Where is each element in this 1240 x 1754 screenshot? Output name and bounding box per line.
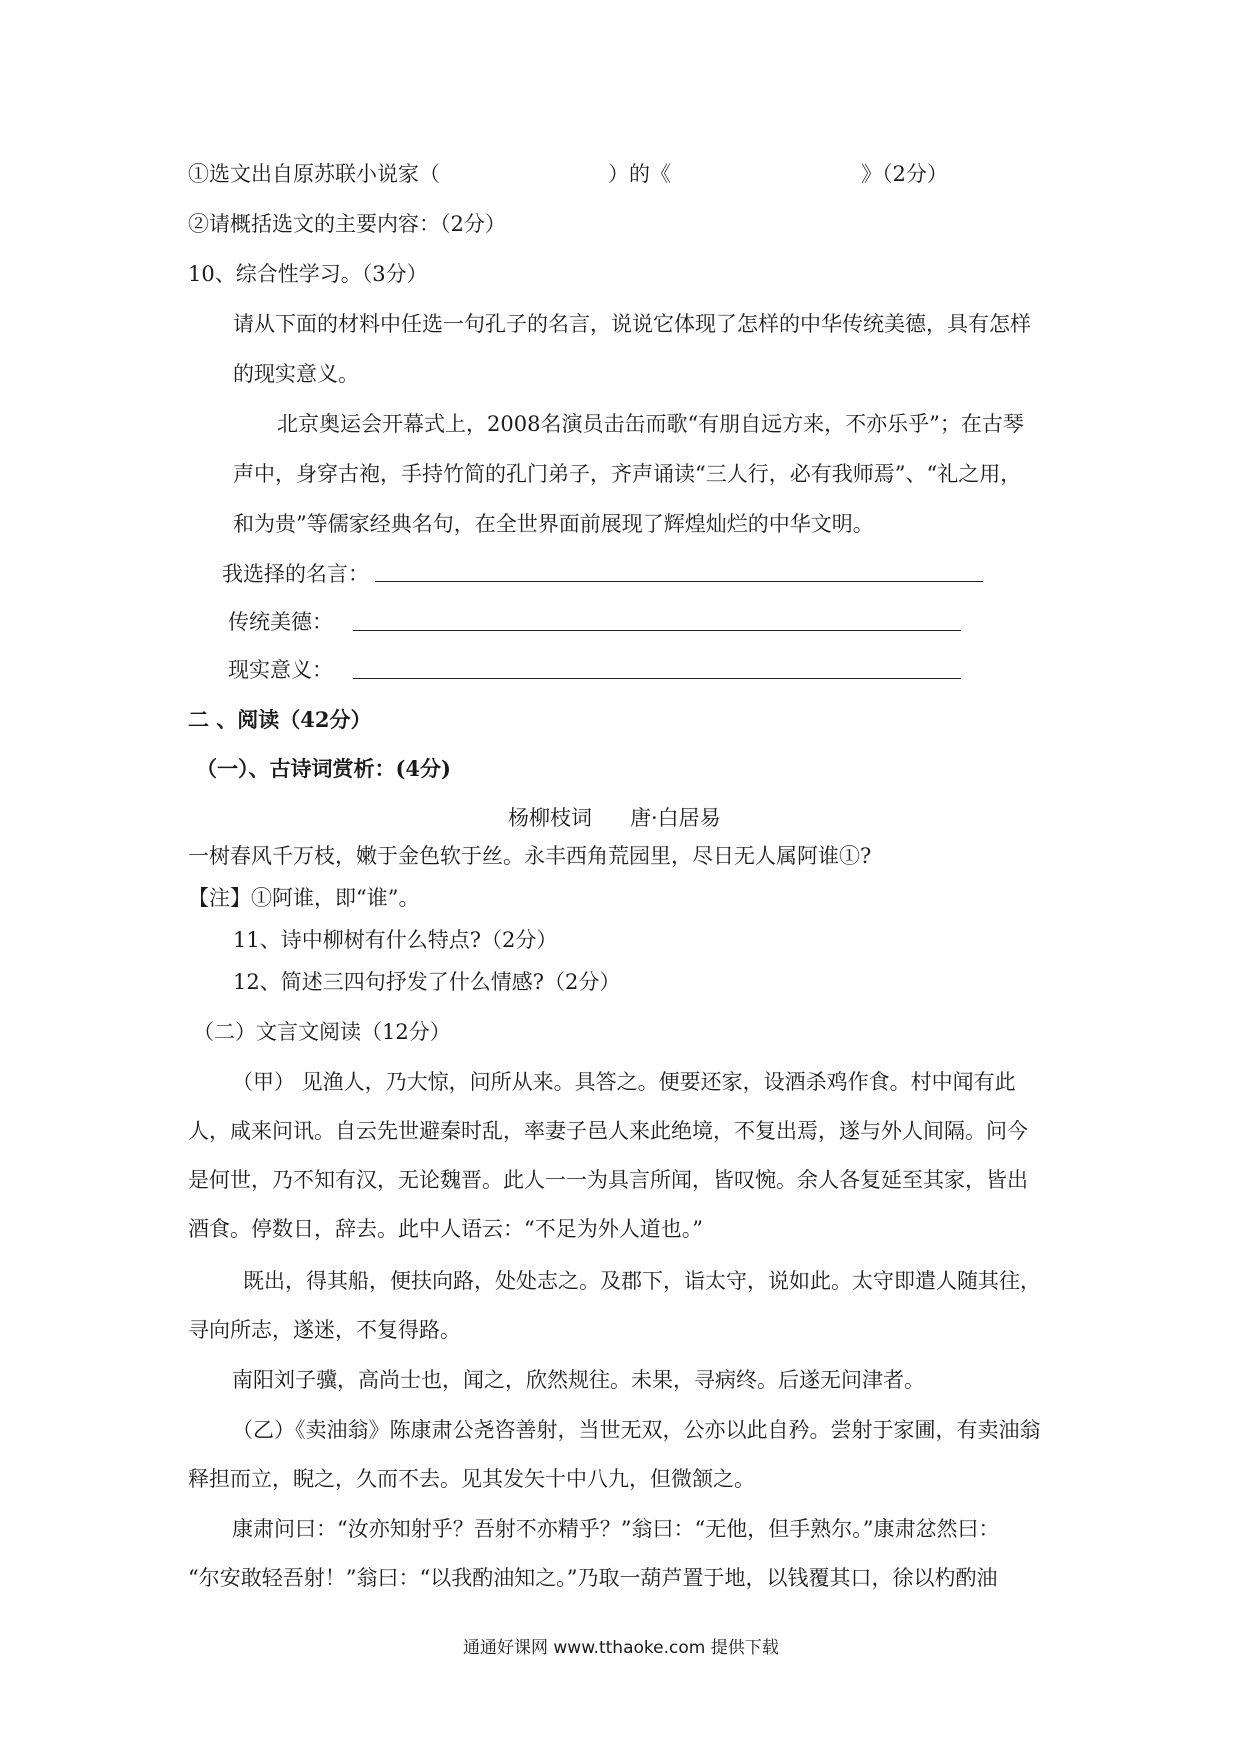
classical-p1-line-4: 酒食。停数日，辞去。此中人语云：“不足为外人道也。” [188, 1217, 703, 1241]
q9-part1-c: 》（2分） [861, 162, 948, 186]
poem-author: 唐·白居易 [630, 806, 721, 830]
question-12: 12、简述三四句抒发了什么情感?（2分） [233, 970, 621, 994]
classical-p4-line-2: 释担而立，睨之，久而不去。见其发矢十中八九，但微颔之。 [188, 1467, 755, 1491]
classical-p5-line-2: “尔安敢轻吾射！”翁曰：“以我酌油知之。”乃取一葫芦置于地，以钱覆其口，徐以杓酌油 [188, 1566, 998, 1590]
classical-p2-line-2: 寻向所志，遂迷，不复得路。 [188, 1318, 461, 1342]
poetry-section-title: （一）、古诗词赏析：(4分) [196, 756, 451, 781]
q10-field-meaning-line[interactable] [353, 678, 961, 679]
poem-title: 杨柳枝词 [508, 806, 592, 830]
q10-field-virtue-label: 传统美德： [228, 610, 333, 634]
footer-credit: 通通好课网 www.tthaoke.com 提供下载 [463, 1638, 779, 1658]
q9-part1-b: ）的《 [608, 162, 671, 186]
q10-prompt-line-1: 请从下面的材料中任选一句孔子的名言，说说它体现了怎样的中华传统美德，具有怎样 [233, 312, 1031, 336]
q9-part1 [188, 160, 948, 188]
q9-part1-a: ①选文出自原苏联小说家（ [188, 162, 440, 186]
q10-field-quote-line[interactable] [375, 581, 983, 582]
question-11: 11、诗中柳树有什么特点?（2分） [233, 928, 558, 952]
q10-prompt-line-2: 的现实意义。 [233, 362, 359, 386]
poem-note: 【注】①阿谁，即“谁”。 [188, 886, 420, 910]
classical-p1-line-3: 是何世，乃不知有汉，无论魏晋。此人一一为具言所闻，皆叹惋。余人各复延至其家，皆出 [188, 1168, 1028, 1192]
q10-material-line-3: 和为贵”等儒家经典名句，在全世界面前展现了辉煌灿烂的中华文明。 [233, 512, 874, 536]
classical-p5-line-1: 康肃问曰：“汝亦知射乎？吾射不亦精乎？”翁曰：“无他，但手熟尔。”康肃忿然曰： [232, 1517, 1000, 1541]
q10-field-virtue-line[interactable] [353, 630, 961, 631]
poem-text: 一树春风千万枝，嫩于金色软于丝。永丰西角荒园里，尽日无人属阿谁①? [188, 844, 872, 868]
q10-material-line-2: 声中，身穿古袍，手持竹简的孔门弟子，齐声诵读“三人行，必有我师焉”、“礼之用， [233, 462, 1022, 486]
q10-field-quote-label: 我选择的名言： [222, 562, 369, 586]
classical-p1-line-1: （甲） 见渔人，乃大惊，问所从来。具答之。便要还家，设酒杀鸡作食。村中闻有此 [232, 1070, 1016, 1094]
classical-p1-line-2: 人，咸来问讯。自云先世避秦时乱，率妻子邑人来此绝境，不复出焉，遂与外人间隔。问今 [188, 1119, 1028, 1143]
classical-p4-line-1: （乙）《卖油翁》陈康肃公尧咨善射，当世无双，公亦以此自矜。尝射于家圃，有卖油翁 [232, 1418, 1041, 1442]
q10-field-meaning-label: 现实意义： [228, 658, 333, 682]
q10-title: 10、综合性学习。（3分） [188, 262, 428, 286]
classical-p2-line-1: 既出，得其船，便扶向路，处处志之。及郡下，诣太守，说如此。太守即遣人随其往， [243, 1269, 1041, 1293]
q10-material-line-1: 北京奥运会开幕式上，2008名演员击缶而歌“有朋自远方来，不亦乐乎”；在古琴 [277, 412, 1024, 436]
reading-section-title: 二 、阅读（42分） [188, 707, 372, 732]
q9-part2: ②请概括选文的主要内容：（2分） [188, 212, 506, 236]
classical-p3-line-1: 南阳刘子骥，高尚士也，闻之，欣然规往。未果，寻病终。后遂无问津者。 [232, 1368, 925, 1392]
classical-section-title: （二）文言文阅读（12分） [193, 1020, 451, 1044]
